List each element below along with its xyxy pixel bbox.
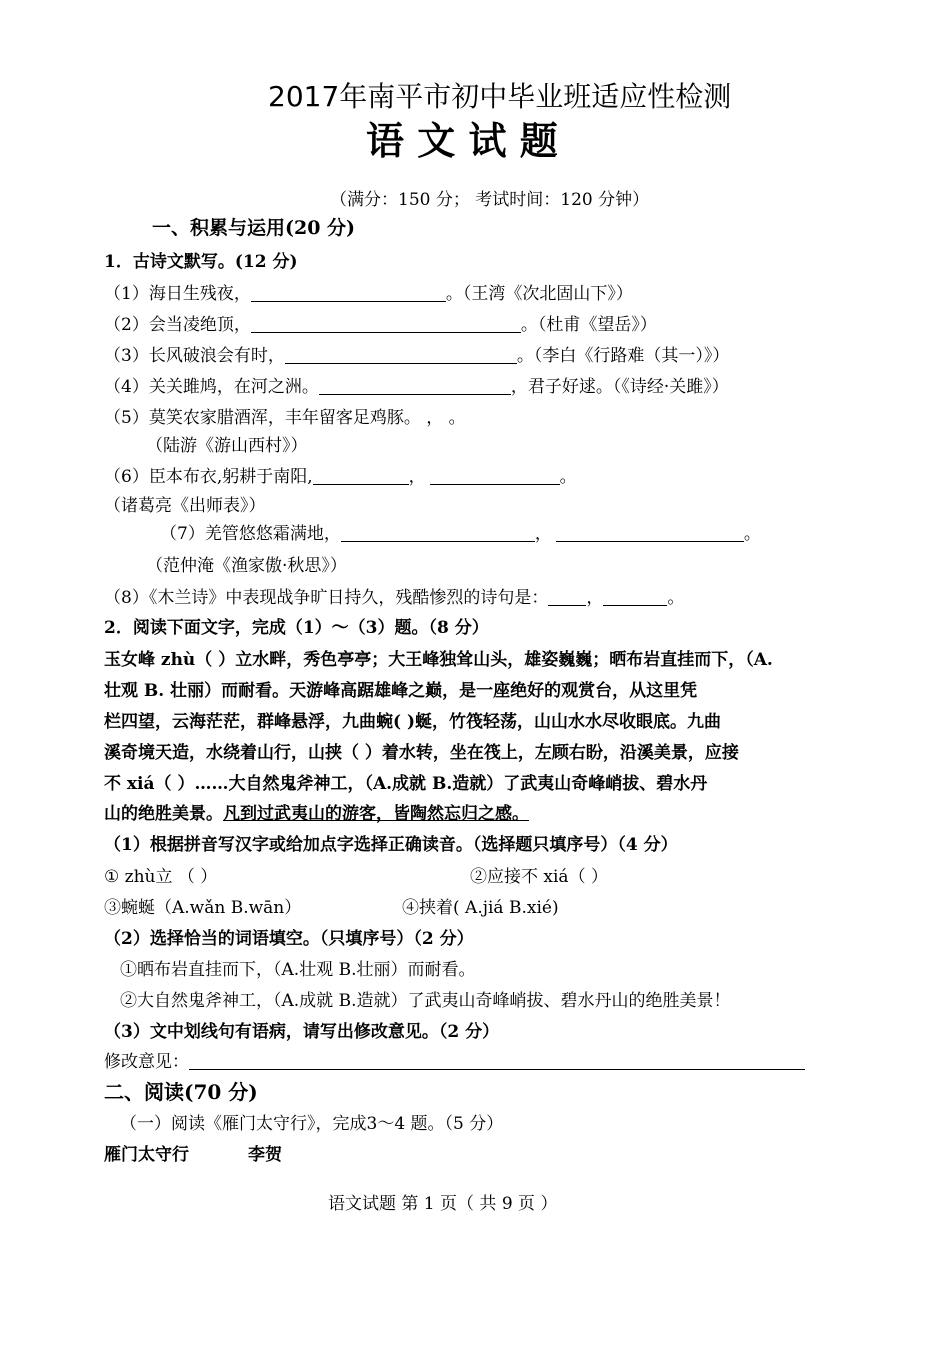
answer-blank[interactable] [341,524,535,542]
q1-item-source: 。（王湾《次北固山下》） [445,284,633,304]
q1-item-1 [104,282,633,306]
passage-line: 不 xiá（ ）……大自然鬼斧神工，（A.成就 B.造就）了武夷山奇峰峭拔、碧水丹 [104,774,708,794]
q1-item-source: 。（杜甫《望岳》） [520,315,657,335]
sub-question-1-title: （1）根据拼音写汉字或给加点字选择正确读音。（选择题只填序号）（4 分） [104,835,678,855]
q1-item-8 [104,586,684,610]
q1-item-text: （2）会当凌绝顶， [104,315,251,335]
q1-item-5: （5）莫笑农家腊酒浑，丰年留客足鸡豚。 ， 。 [104,408,466,428]
q1-item-text: （6）臣本布衣,躬耕于南阳, [104,467,313,487]
q1-item-sep: ， [408,467,426,487]
answer-blank[interactable] [313,467,409,485]
passage-line: 壮观 B. 壮丽）而耐看。天游峰高踞雄峰之巅，是一座绝好的观赏台，从这里凭 [104,681,698,701]
q1-item-end: 。 [667,588,685,608]
exam-meta: （满分：150 分； 考试时间：120 分钟） [330,190,650,210]
sub1-option-4: ④挟着( A.jiá B.xié) [402,898,559,918]
page-footer: 语文试题 第 1 页（ 共 9 页 ） [328,1194,558,1214]
q1-item-end: 。 [743,524,761,544]
q1-item-5-source: （陆游《游山西村》） [146,436,308,456]
q1-item-7 [160,522,761,546]
reading-part-1: （一）阅读《雁门太守行》，完成3～4 题。（5 分） [120,1114,504,1134]
q1-item-text: （1）海日生残夜， [104,284,251,304]
q1-item-text: （3）长风破浪会有时， [104,346,285,366]
sub1-option-2: ②应接不 xiá（ ） [470,867,608,887]
passage-line: 玉女峰 zhù（ ）立水畔，秀色亭亭；大王峰独耸山头，雄姿巍巍；晒布岩直挂而下，（A. [104,650,773,670]
underlined-sentence: 凡到过武夷山的游客，皆陶然忘归之感。 [223,804,529,824]
sub1-option-1: ① zhù立 （ ） [104,867,218,887]
question-1-title: 1．古诗文默写。(12 分) [104,252,298,272]
answer-blank[interactable] [603,588,667,606]
q1-item-4 [104,375,729,399]
q1-item-source: 。（李白《行路难（其一）》） [516,346,730,366]
passage-line [104,802,529,826]
q1-item-sep: ， [534,524,552,544]
q1-item-2 [104,313,657,337]
sub1-option-3: ③蜿蜒（A.wǎn B.wān） [104,898,302,918]
passage-line: 栏四望，云海茫茫，群峰悬浮，九曲蜿( )蜒，竹筏轻荡，山山水水尽收眼底。九曲 [104,712,722,732]
poem-author: 李贺 [248,1145,282,1165]
sub2-item-2: ②大自然鬼斧神工，（A.成就 B.造就）了武夷山奇峰峭拔、碧水丹山的绝胜美景！ [120,991,731,1011]
q1-item-3 [104,344,729,368]
q1-item-6 [104,465,577,489]
q1-item-end: 。 [559,467,577,487]
sub-question-2-title: （2）选择恰当的词语填空。（只填序号）（2 分） [104,929,474,949]
section-heading-1: 一、积累与运用(20 分) [152,217,356,239]
sub-question-3-title: （3）文中划线句有语病，请写出修改意见。（2 分） [104,1022,500,1042]
q1-item-source: ，君子好逑。（《诗经·关雎》） [510,377,729,397]
poem-title: 雁门太守行 [104,1145,189,1165]
q1-item-text: （4）关关雎鸠，在河之洲。 [104,377,319,397]
q1-item-sep: ， [586,588,604,608]
exam-title: 2017年南平市初中毕业班适应性检测 [268,80,732,113]
q1-item-text: （8）《木兰诗》中表现战争旷日持久，残酷惨烈的诗句是： [104,588,549,608]
q1-item-text: （7）羌管悠悠霜满地， [160,524,341,544]
question-2-title: 2．阅读下面文字，完成（1）～（3）题。（8 分） [104,618,489,638]
passage-line: 溪奇境天造，水绕着山行，山挟（ ）着水转，坐在筏上，左顾右盼，沿溪美景，应接 [104,743,739,763]
exam-subject: 语 文 试 题 [366,119,558,163]
answer-blank[interactable] [319,377,511,395]
answer-blank[interactable] [548,588,586,606]
answer-blank[interactable] [556,524,744,542]
q1-item-6-source: （诸葛亮《出师表》） [104,496,266,516]
revision-answer-line [104,1050,805,1074]
answer-blank[interactable] [189,1052,805,1070]
answer-blank[interactable] [251,284,446,302]
revision-label: 修改意见： [104,1052,189,1072]
answer-blank[interactable] [251,315,521,333]
answer-blank[interactable] [285,346,517,364]
section-heading-2: 二、阅读(70 分) [104,1080,258,1104]
answer-blank[interactable] [430,467,560,485]
passage-text: 山的绝胜美景。 [104,804,223,824]
sub2-item-1: ①晒布岩直挂而下，（A.壮观 B.壮丽）而耐看。 [120,960,476,980]
q1-item-7-source: （范仲淹《渔家傲·秋思》） [146,556,347,576]
